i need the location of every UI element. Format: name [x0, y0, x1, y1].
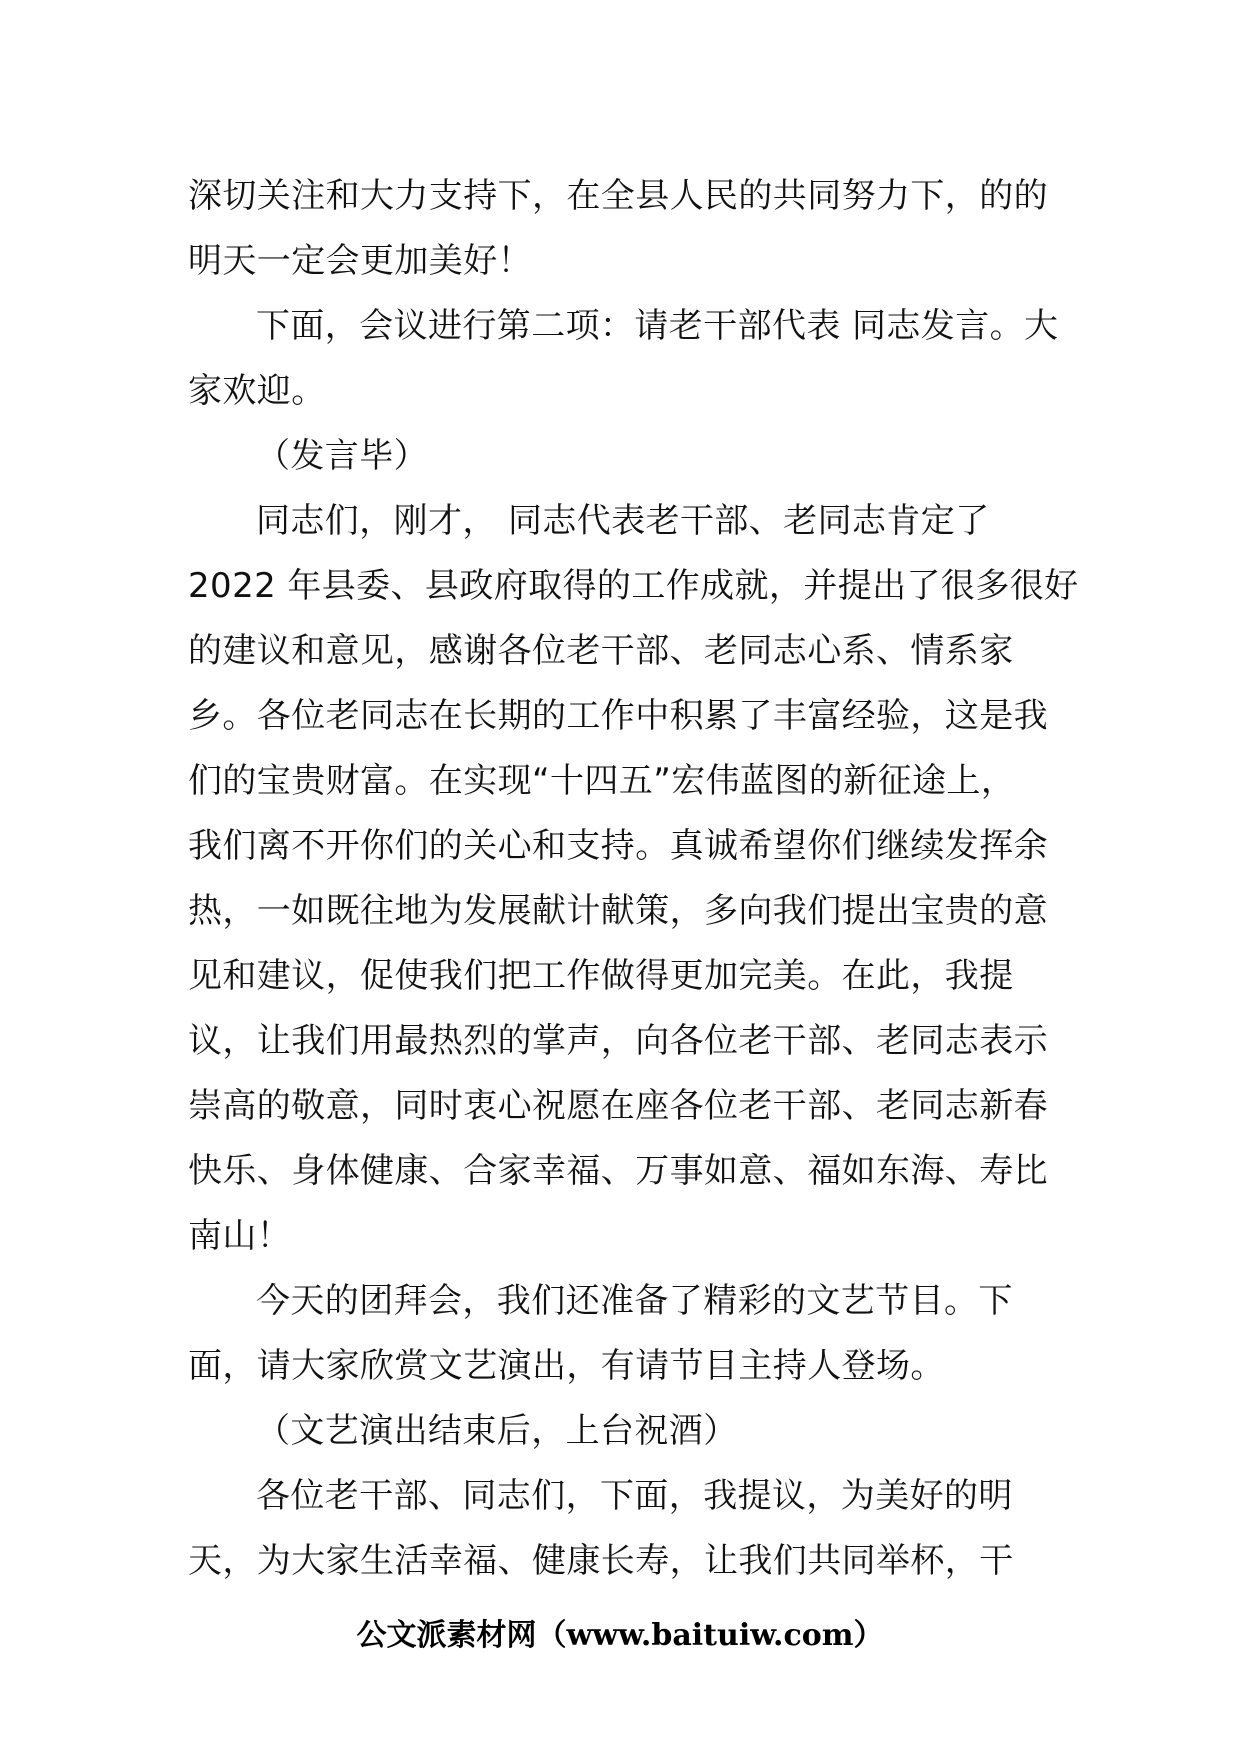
- text-line: 下面，会议进行第二项：请老干部代表 同志发言。大: [256, 306, 1059, 346]
- text-line: 今天的团拜会，我们还准备了精彩的文艺节目。下: [256, 1281, 1013, 1321]
- text-line: （文艺演出结束后，上台祝酒）: [256, 1411, 738, 1451]
- text-line: 热，一如既往地为发展献计献策，多向我们提出宝贵的意: [188, 891, 1048, 931]
- text-line: 我们离不开你们的关心和支持。真诚希望你们继续发挥余: [188, 826, 1048, 866]
- document-body: [188, 164, 1079, 1594]
- text-line: 家欢迎。: [188, 371, 326, 411]
- text-line: 见和建议，促使我们把工作做得更加完美。在此，我提: [188, 956, 1014, 996]
- text-line: 崇高的敬意，同时衷心祝愿在座各位老干部、老同志新春: [188, 1086, 1048, 1126]
- text-line: 天，为大家生活幸福、健康长寿，让我们共同举杯，干: [188, 1541, 1014, 1581]
- text-line: 乡。各位老同志在长期的工作中积累了丰富经验，这是我: [188, 696, 1048, 736]
- text-line: 面，请大家欣赏文艺演出，有请节目主持人登场。: [188, 1346, 945, 1386]
- footer-watermark: 公文派素材网（www.baituiw.com）: [356, 1618, 884, 1653]
- text-line: 的建议和意见，感谢各位老干部、老同志心系、情系家: [188, 631, 1014, 671]
- text-line: 2022 年县委、县政府取得的工作成就，并提出了很多很好: [188, 566, 1079, 606]
- text-line: 南山！: [188, 1216, 292, 1256]
- text-line: 们的宝贵财富。在实现“十四五”宏伟蓝图的新征途上，: [188, 761, 1016, 801]
- text-line: （发言毕）: [256, 436, 428, 476]
- text-line: 快乐、身体健康、合家幸福、万事如意、福如东海、寿比: [188, 1151, 1048, 1191]
- text-line: 各位老干部、同志们，下面，我提议，为美好的明: [256, 1476, 1013, 1516]
- text-line: 同志们，刚才， 同志代表老干部、老同志肯定了: [256, 501, 990, 541]
- text-line: 明天一定会更加美好！: [188, 241, 532, 281]
- text-line: 议，让我们用最热烈的掌声，向各位老干部、老同志表示: [188, 1021, 1048, 1061]
- text-line: 深切关注和大力支持下，在全县人民的共同努力下，的的: [188, 176, 1048, 216]
